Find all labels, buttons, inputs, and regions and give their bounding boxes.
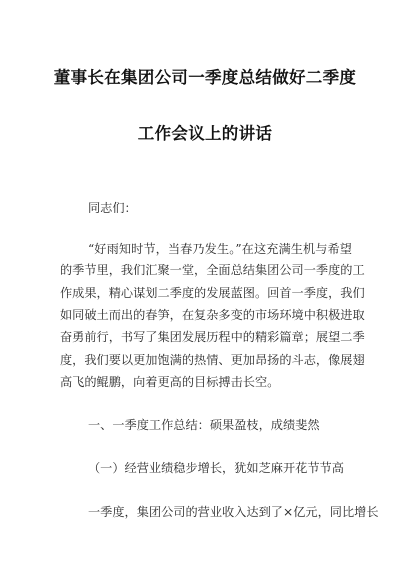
salutation: 同志们： [88, 201, 137, 215]
section-heading: 一、一季度工作总结：硕果盈枝，成绩斐然 [88, 418, 320, 432]
subsection-heading: （一）经营业绩稳步增长，犹如芝麻开花节节高 [88, 461, 344, 475]
paragraph-line: 度，我们要以更加饱满的热情、更加昂扬的斗志，像展翅 [60, 353, 365, 367]
paragraph-line: 奋勇前行，书写了集团发展历程中的精彩篇章；展望二季 [60, 330, 365, 344]
document-title-line-2: 工作会议上的讲话 [137, 124, 273, 143]
document-title-line-1: 董事长在集团公司一季度总结做好二季度 [53, 68, 357, 87]
paragraph-line: 高飞的鲲鹏，向着更高的目标搏击长空。 [60, 375, 280, 389]
paragraph-line: 一季度，集团公司的营业收入达到了×亿元，同比增长 [88, 505, 379, 519]
paragraph-line: “好雨知时节，当春乃发生。”在这充满生机与希望 [88, 242, 352, 256]
paragraph-line: 作成果，精心谋划二季度的发展蓝图。回首一季度，我们 [60, 286, 365, 300]
paragraph-line: 如同破土而出的春笋，在复杂多变的市场环境中积极进取 [60, 308, 365, 322]
paragraph-line: 的季节里，我们汇聚一堂，全面总结集团公司一季度的工 [60, 263, 365, 277]
